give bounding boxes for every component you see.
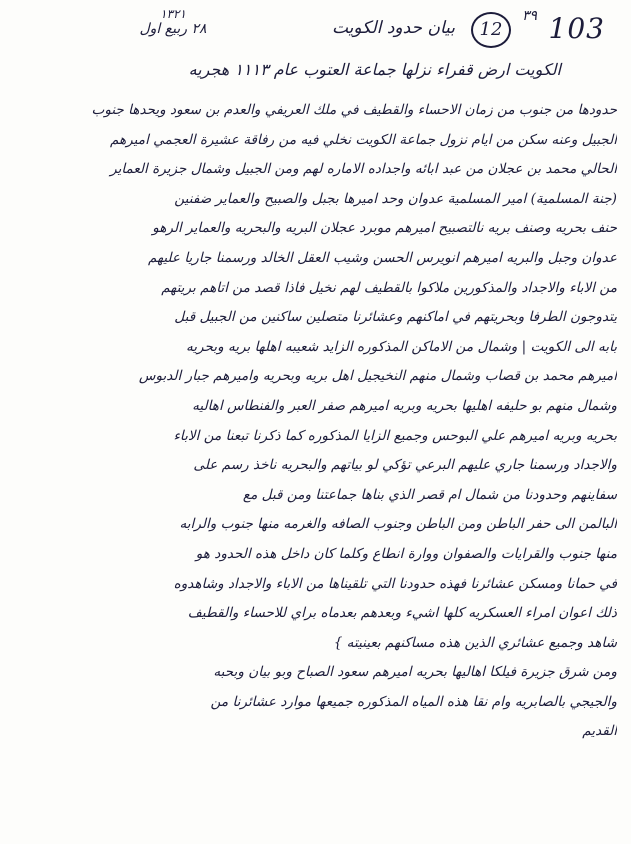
document-date (118, 8, 228, 38)
date-day-month: ٢٨ ربيع اول (139, 21, 207, 37)
text-line: القديم (582, 723, 617, 740)
text-line: سفاينهم وحدودنا من شمال ام قصر الذي بناها جماعتنا ومن قبل مع (242, 486, 617, 503)
text-line: ذلك اعوان امراء العسكريه كلها اشيء وبعدهم بعدماه براي للاحساء والقطيف (187, 605, 617, 622)
text-line: والجيجي بالصابريه وام نقا هذه المياه المذكوره جميعها موارد عشائرنا من (210, 693, 617, 710)
document-subtitle: الكويت ارض قفراء نزلها جماعة العتوب عام ١١١٣ هجريه (188, 60, 561, 79)
text-line: في حمانا ومسكن عشائرنا فهذه حدودنا التي تلقيناها من الاباء والاجداد وشاهدوه (173, 575, 617, 592)
text-line: والاجداد ورسمنا جاري عليهم البرعي تؤكي لو بياتهم والبحريه ناخذ رسم على (193, 457, 617, 474)
text-line: يتدوجون الطرفا وبحريتهم في اماكنهم وعشائرنا متصلين ساكنين من الجبيل قبل (174, 309, 617, 326)
text-line: اميرهم محمد بن قصاب وشمال منهم النخيجيل اهل بريه وبحريه واميرهم جبار الدبوس (138, 368, 617, 385)
text-line: عدوان وجبل والبريه اميرهم انويرس الحسن وشيب العقل الخالد ورسمنا جاريا عليهم (148, 249, 617, 266)
date-year: ١٣٢١ (160, 7, 186, 21)
circled-page-marker: 12 (471, 12, 511, 48)
letter-body (12, 96, 617, 747)
archive-number: ٣٩ (521, 8, 537, 24)
text-line: (جنة المسلمية) امير المسلمية عدوان وحد اميرها بجبل والصبيح والعماير ضفنين (174, 190, 617, 207)
text-line: من الاباء والاجداد والمذكورين ملاكوا بالقطيف لهم نخيل فاذا قصد من اتاهم بريتهم (161, 279, 617, 296)
letter-header (0, 6, 631, 60)
text-line: حنف بحريه وصنف بريه نالتصبيح اميرهم موبرد عجلان البريه والبحريه والعماير الرهو (152, 220, 617, 237)
text-line: منها جنوب والقرايات والصفوان ووارة انطاع وكلما كان داخل هذه الحدود هو (195, 545, 617, 562)
text-line: بحريه وبريه اميرهم علي البوحس وجميع الزايا المذكوره كما ذكرنا تبعنا من الاباء (173, 427, 617, 444)
text-line: وشمال منهم بو حليفه اهليها بحريه وبريه اميرهم صفر العبر والفنطاس اهاليه (192, 397, 617, 414)
text-line: الحالي محمد بن عجلان من عبد ابائه واجداده الاماره لهم ومن الجبيل وشمال جزيرة العماير (110, 161, 617, 178)
text-line: شاهد وجميع عشائري الذين هذه مساكنهم بعينيته } (333, 634, 617, 651)
document-title: بيان حدود الكويت (331, 18, 455, 38)
text-line: الجبيل وعنه سكن من ايام نزول جماعة الكويت نخلي فيه من رفاقة عشيرة العجمي اميرهم (109, 131, 617, 148)
text-line: بابه الى الكويت | وشمال من الاماكن المذكوره الزايد شعيبه اهلها بريه وبحريه (185, 338, 617, 355)
text-line: البالمن الى حفر الباطن ومن الباطن وجنوب الصافه والغرمه منها جنوب والرابه (179, 516, 617, 533)
text-line: حدودها من جنوب من زمان الاحساء والقطيف في ملك العريفي والعدم بن سعود ويحدها جنوب (91, 102, 617, 118)
page-number: 103 (548, 12, 605, 45)
text-line: ومن شرق جزيرة فيلكا اهاليها بحريه اميرهم سعود الصباح وبو بيان وبحبه (213, 664, 617, 681)
